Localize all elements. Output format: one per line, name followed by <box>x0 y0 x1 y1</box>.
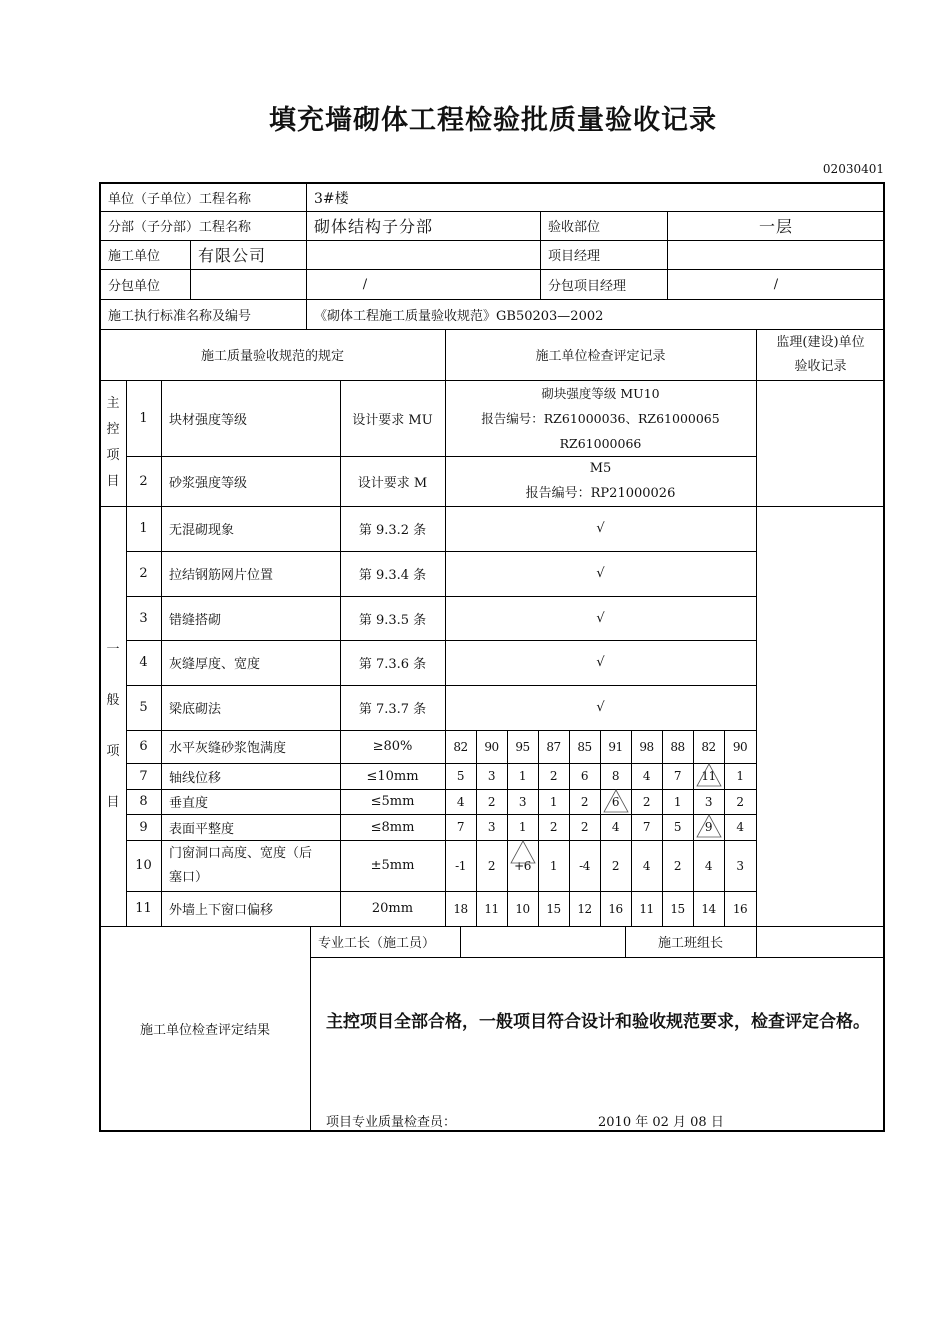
main-item-requirement: 设计要求 M <box>357 475 428 491</box>
team-leader-value <box>756 926 885 957</box>
measurement-value: 2 <box>736 794 744 809</box>
measurement-value: 11 <box>701 769 716 783</box>
main-item-record: M5 报告编号：RP21000026 <box>525 461 676 501</box>
main-item-no: 2 <box>139 473 148 489</box>
spec-column-header: 施工质量验收规范的规定 <box>200 349 344 364</box>
general-item-no: 7 <box>139 768 148 784</box>
general-item-name: 无混砌现象 <box>169 523 235 538</box>
check-column-header: 施工单位检查评定记录 <box>535 349 666 364</box>
measurement-value: 1 <box>736 769 744 783</box>
result-label: 施工单位检查评定结果 <box>139 1023 270 1038</box>
general-item-name: 错缝搭砌 <box>169 613 222 628</box>
check-mark: √ <box>596 700 605 715</box>
general-item-requirement: 第 9.3.2 条 <box>358 523 427 538</box>
general-item-no: 8 <box>139 794 148 809</box>
measurement-value: 16 <box>732 901 748 916</box>
measurement-value: 4 <box>642 769 651 783</box>
general-item-name: 水平灰缝砂浆饱满度 <box>169 741 287 756</box>
measurement-value: 10 <box>515 901 530 916</box>
foreman-label: 专业工长（施工员） <box>318 936 436 951</box>
main-item-name: 块材强度等级 <box>169 412 248 428</box>
constructor-label: 施工单位 <box>108 249 161 264</box>
measurement-value: 6 <box>580 769 589 783</box>
unit-project-name-value: 3#楼 <box>314 190 349 207</box>
measurement-value: 5 <box>673 820 682 834</box>
general-item-requirement: ≤10mm <box>366 768 419 784</box>
measurement-value: 98 <box>639 739 654 754</box>
measurement-value: 3 <box>487 769 496 783</box>
subcontractor-value: / <box>362 276 368 292</box>
general-item-no: 2 <box>139 566 148 581</box>
measurement-value: 88 <box>670 739 685 754</box>
acceptance-part-value: 一层 <box>758 217 793 236</box>
measurement-value: 1 <box>549 794 558 809</box>
general-item-requirement: ≤8mm <box>370 819 415 835</box>
sub-project-name-value: 砌体结构子分部 <box>314 217 434 236</box>
acceptance-part-label: 验收部位 <box>548 220 601 235</box>
standard-value: 《砌体工程施工质量验收规范》GB50203—2002 <box>314 308 604 324</box>
general-item-name: 门窗洞口高度、宽度（后 塞口） <box>169 845 313 885</box>
measurement-value: 12 <box>577 901 592 916</box>
measurement-value: 4 <box>704 858 713 873</box>
check-mark: √ <box>596 611 605 626</box>
unit-project-name-label: 单位（子单位）工程名称 <box>108 192 252 207</box>
general-item-no: 5 <box>139 700 148 715</box>
result-text: 主控项目全部合格，一般项目符合设计和验收规范要求，检查评定合格。 <box>326 1012 870 1032</box>
measurement-value: 4 <box>736 820 744 834</box>
general-item-requirement: 第 9.3.5 条 <box>358 613 427 628</box>
general-item-no: 6 <box>139 739 148 754</box>
general-item-requirement: ≥80% <box>372 739 413 754</box>
supervision-column-header <box>756 329 885 380</box>
measurement-value: 2 <box>549 820 558 834</box>
general-item-requirement: 第 7.3.7 条 <box>358 702 427 717</box>
sub-project-name-label: 分部（子分部）工程名称 <box>108 220 252 235</box>
general-item-no: 10 <box>135 858 152 873</box>
measurement-value: 4 <box>611 820 620 834</box>
project-manager-value <box>667 240 885 269</box>
measurement-value: 91 <box>608 739 623 754</box>
measurement-value: -4 <box>579 858 590 873</box>
measurement-value: 15 <box>546 901 561 916</box>
measurement-value: 82 <box>701 739 716 754</box>
measurement-value: 2 <box>487 794 496 809</box>
measurement-value: 16 <box>608 901 623 916</box>
measurement-value: 90 <box>484 739 499 754</box>
check-mark: √ <box>596 655 605 670</box>
general-item-name: 表面平整度 <box>169 821 235 837</box>
measurement-value: -1 <box>455 858 466 873</box>
general-item-requirement: 第 9.3.4 条 <box>358 568 427 583</box>
general-item-no: 11 <box>135 901 152 916</box>
main-item-name: 砂浆强度等级 <box>169 475 248 491</box>
measurement-value: 5 <box>456 769 465 783</box>
general-item-no: 4 <box>139 655 148 670</box>
general-item-name: 轴线位移 <box>169 770 222 786</box>
constructor-value: 有限公司 <box>198 246 267 265</box>
check-mark: √ <box>596 566 605 581</box>
measurement-value: +6 <box>514 858 531 873</box>
general-item-name: 外墙上下窗口偏移 <box>169 903 274 918</box>
out-of-tolerance-triangle-icon <box>696 814 722 838</box>
measurement-value: 7 <box>673 769 682 783</box>
subcontractor-label: 分包单位 <box>108 278 161 294</box>
measurement-value: 2 <box>642 794 651 809</box>
general-item-name: 拉结钢筋网片位置 <box>169 568 274 583</box>
general-item-requirement: 第 7.3.6 条 <box>358 657 427 672</box>
signature-date: 2010 年 02 月 08 日 <box>598 1114 724 1130</box>
form-code: 02030401 <box>822 162 884 176</box>
main-item-record: 砌块强度等级 MU10 报告编号：RZ61000036、RZ61000065 RZ61000066 <box>481 385 720 451</box>
measurement-value: 9 <box>704 820 713 834</box>
general-item-name: 垂直度 <box>169 796 209 811</box>
out-of-tolerance-triangle-icon <box>603 789 629 813</box>
measurement-value: 90 <box>732 739 748 754</box>
general-items-label: 一 般 项 目 <box>106 642 120 810</box>
measurement-value: 7 <box>642 820 651 834</box>
general-item-requirement: ±5mm <box>370 858 415 873</box>
out-of-tolerance-triangle-icon <box>510 840 536 864</box>
general-item-requirement: ≤5mm <box>370 794 415 809</box>
general-item-no: 1 <box>139 521 148 536</box>
check-mark: √ <box>596 521 605 536</box>
measurement-value: 7 <box>456 820 465 834</box>
general-item-no: 9 <box>139 819 148 835</box>
measurement-value: 3 <box>487 820 496 834</box>
general-item-name: 灰缝厚度、宽度 <box>169 657 261 672</box>
measurement-value: 2 <box>580 794 589 809</box>
main-item-no: 1 <box>139 410 148 426</box>
general-item-requirement: 20mm <box>371 901 414 916</box>
measurement-value: 2 <box>673 858 682 873</box>
measurement-value: 2 <box>549 769 558 783</box>
measurement-value: 3 <box>704 794 713 809</box>
main-items-label: 主 控 项 目 <box>106 396 120 489</box>
measurement-value: 2 <box>611 858 620 873</box>
measurement-value: 87 <box>546 739 561 754</box>
measurement-value: 1 <box>518 820 527 834</box>
sub-project-manager-label: 分包项目经理 <box>548 278 627 294</box>
measurement-value: 82 <box>453 739 468 754</box>
team-leader-label: 施工班组长 <box>657 936 723 951</box>
measurement-value: 85 <box>577 739 592 754</box>
sub-project-manager-value: / <box>773 276 779 292</box>
measurement-value: 1 <box>673 794 682 809</box>
measurement-value: 1 <box>518 769 527 783</box>
measurement-value: 14 <box>701 901 716 916</box>
measurement-value: 1 <box>549 858 558 873</box>
measurement-value: 3 <box>736 858 744 873</box>
general-item-no: 3 <box>139 611 148 626</box>
measurement-value: 2 <box>580 820 589 834</box>
measurement-value: 8 <box>611 769 620 783</box>
standard-label: 施工执行标准名称及编号 <box>108 308 252 324</box>
supervision-header-line2: 验收记录 <box>794 358 847 374</box>
project-manager-label: 项目经理 <box>548 249 601 264</box>
measurement-value: 95 <box>515 739 530 754</box>
measurement-value: 18 <box>453 901 468 916</box>
page-title: 填充墙砌体工程检验批质量验收记录 <box>269 105 717 136</box>
inspector-label: 项目专业质量检查员： <box>326 1114 457 1130</box>
measurement-value: 15 <box>670 901 685 916</box>
supervision-header-line1: 监理(建设)单位 <box>776 334 865 350</box>
measurement-value: 2 <box>487 858 496 873</box>
measurement-value: 3 <box>518 794 527 809</box>
measurement-value: 4 <box>642 858 651 873</box>
main-item-requirement: 设计要求 MU <box>352 412 433 428</box>
measurement-value: 4 <box>456 794 465 809</box>
measurement-value: 11 <box>484 901 499 916</box>
out-of-tolerance-triangle-icon <box>696 763 722 787</box>
foreman-value <box>460 926 625 957</box>
measurement-value: 6 <box>611 794 620 809</box>
measurement-value: 11 <box>639 901 654 916</box>
general-item-name: 梁底砌法 <box>169 702 222 717</box>
